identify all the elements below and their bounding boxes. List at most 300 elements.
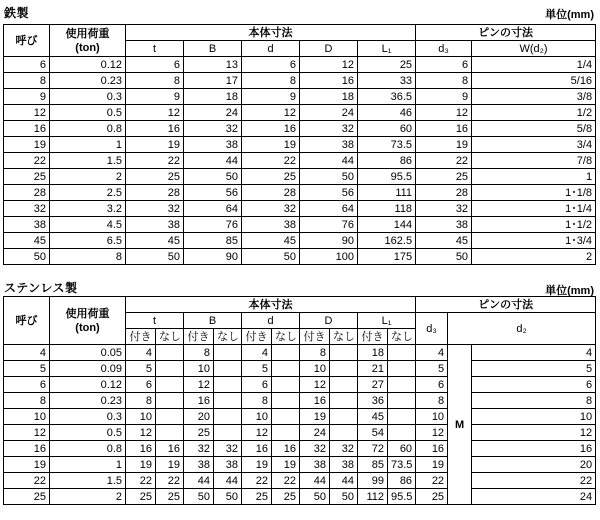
cell-w: 3/4 [472,137,596,153]
cell-l1: 175 [358,249,416,265]
cell-d3: 19 [416,137,472,153]
cell-load: 1 [50,137,126,153]
cell-load: 0.8 [50,441,126,457]
cell-d2: 10 [472,409,596,425]
cell-l1-with: 112 [358,489,388,505]
cell-l1-without [388,393,416,409]
cell-d-without [272,393,300,409]
cell-t-with: 19 [126,457,156,473]
header-with-d: 付き [242,329,272,345]
header-without-t: なし [156,329,184,345]
table-row [4,121,596,137]
cell-D: 38 [300,137,358,153]
cell-yobi: 22 [4,473,50,489]
header-col-D: D [300,41,358,57]
cell-t-without: 19 [156,457,184,473]
table-row [4,393,596,409]
cell-t-without: 25 [156,489,184,505]
cell-load: 0.09 [50,361,126,377]
cell-d-with: 6 [242,377,272,393]
cell-b-without [214,361,242,377]
cell-t-without [156,393,184,409]
cell-l1: 118 [358,201,416,217]
cell-d2: 8 [472,393,596,409]
cell-b-with: 44 [184,473,214,489]
cell-d2: 24 [472,489,596,505]
cell-b-without [214,345,242,361]
cell-d-with: 19 [242,457,272,473]
cell-l1: 60 [358,121,416,137]
cell-D: 90 [300,233,358,249]
cell-d3: 9 [416,89,472,105]
cell-t: 25 [126,169,184,185]
header-without-D: なし [330,329,358,345]
table-row [4,473,596,489]
header-load [50,297,126,345]
cell-load: 1 [50,457,126,473]
cell-D-with: 50 [300,489,330,505]
cell-l1: 46 [358,105,416,121]
cell-l1-with: 85 [358,457,388,473]
cell-D: 12 [300,57,358,73]
cell-b: 85 [184,233,242,249]
cell-b: 13 [184,57,242,73]
cell-d3: 10 [416,409,448,425]
cell-t-with: 8 [126,393,156,409]
cell-yobi: 19 [4,137,50,153]
cell-d: 32 [242,201,300,217]
cell-t-with: 10 [126,409,156,425]
cell-d2: 16 [472,441,596,457]
cell-w: 1/4 [472,57,596,73]
cell-d2: 6 [472,377,596,393]
cell-D-with: 38 [300,457,330,473]
cell-b-with: 8 [184,345,214,361]
cell-d3: 8 [416,73,472,89]
cell-b: 18 [184,89,242,105]
cell-load: 0.23 [50,73,126,89]
cell-b: 17 [184,73,242,89]
cell-l1-without: 60 [388,441,416,457]
cell-d3: 38 [416,217,472,233]
cell-yobi: 8 [4,393,50,409]
cell-d: 50 [242,249,300,265]
iron-spec-table [3,24,596,265]
cell-t-with: 12 [126,425,156,441]
header-pin-dims: ピンの寸法 [416,297,596,313]
cell-d3: 25 [416,489,448,505]
cell-yobi: 22 [4,153,50,169]
cell-t-without [156,425,184,441]
cell-d-with: 22 [242,473,272,489]
cell-yobi: 25 [4,169,50,185]
cell-t-with: 16 [126,441,156,457]
cell-t-with: 22 [126,473,156,489]
cell-l1-without [388,409,416,425]
table-row [4,201,596,217]
cell-b-with: 32 [184,441,214,457]
table-row [4,425,596,441]
cell-yobi: 12 [4,425,50,441]
cell-b: 76 [184,217,242,233]
cell-d3: 6 [416,57,472,73]
cell-l1-without: 73.5 [388,457,416,473]
table-row [4,361,596,377]
cell-load: 0.8 [50,121,126,137]
cell-yobi: 28 [4,185,50,201]
cell-b-without [214,377,242,393]
cell-t-with: 4 [126,345,156,361]
cell-d: 38 [242,217,300,233]
header-group-D: D [300,313,358,329]
table-row [4,441,596,457]
cell-D: 44 [300,153,358,169]
cell-d-without [272,409,300,425]
cell-D: 50 [300,169,358,185]
cell-l1: 33 [358,73,416,89]
cell-d: 22 [242,153,300,169]
cell-d-without [272,361,300,377]
cell-w: 5/16 [472,73,596,89]
cell-D-with: 19 [300,409,330,425]
cell-d3: 12 [416,425,448,441]
cell-w: 1･1/8 [472,185,596,201]
cell-t-with: 5 [126,361,156,377]
cell-yobi: 6 [4,377,50,393]
cell-l1-with: 36 [358,393,388,409]
cell-w: 1･1/2 [472,217,596,233]
header-col-w: W(d₂) [472,41,596,57]
cell-w: 1･3/4 [472,233,596,249]
header-with-b: 付き [184,329,214,345]
cell-load: 1.5 [50,153,126,169]
header-load-unit: (ton) [75,41,100,54]
cell-w: 5/8 [472,121,596,137]
header-load-label: 使用荷重 [65,27,110,40]
header-pin-dims: ピンの寸法 [416,25,596,41]
cell-D-with: 8 [300,345,330,361]
cell-t-without [156,361,184,377]
cell-l1-without [388,425,416,441]
cell-d3: 16 [416,121,472,137]
cell-l1-with: 54 [358,425,388,441]
cell-b-without: 50 [214,489,242,505]
cell-load: 6.5 [50,233,126,249]
table-row [4,233,596,249]
cell-b: 64 [184,201,242,217]
cell-l1-without: 95.5 [388,489,416,505]
cell-t: 45 [126,233,184,249]
cell-d3: 5 [416,361,448,377]
table-row [4,137,596,153]
cell-l1: 86 [358,153,416,169]
table-row [4,217,596,233]
cell-D-without [330,393,358,409]
cell-yobi: 32 [4,201,50,217]
cell-D-with: 32 [300,441,330,457]
cell-l1: 144 [358,217,416,233]
header-col-l1: L₁ [358,41,416,57]
header-load [50,25,126,57]
cell-b-with: 38 [184,457,214,473]
cell-yobi: 25 [4,489,50,505]
cell-t-with: 25 [126,489,156,505]
cell-b-with: 10 [184,361,214,377]
cell-D: 24 [300,105,358,121]
cell-yobi: 16 [4,441,50,457]
table-row [4,457,596,473]
table-row [4,169,596,185]
cell-D-without: 50 [330,489,358,505]
cell-D-with: 44 [300,473,330,489]
cell-b-with: 16 [184,393,214,409]
cell-yobi: 38 [4,217,50,233]
cell-D: 76 [300,217,358,233]
cell-D: 18 [300,89,358,105]
cell-load: 0.5 [50,425,126,441]
cell-d3: 19 [416,457,448,473]
table-row [4,185,596,201]
cell-D-without [330,345,358,361]
table-row [4,409,596,425]
cell-load: 4.5 [50,217,126,233]
cell-d2: 22 [472,473,596,489]
cell-d: 45 [242,233,300,249]
cell-load: 0.3 [50,409,126,425]
cell-D: 32 [300,121,358,137]
cell-d3: 22 [416,153,472,169]
cell-b: 32 [184,121,242,137]
cell-load: 2 [50,489,126,505]
iron-title: 鉄製 [4,6,30,20]
cell-yobi: 10 [4,409,50,425]
cell-w: 3/8 [472,89,596,105]
cell-d: 25 [242,169,300,185]
cell-b: 24 [184,105,242,121]
cell-l1: 111 [358,185,416,201]
cell-l1: 36.5 [358,89,416,105]
header-group-t: t [126,313,184,329]
cell-l1-without [388,361,416,377]
cell-d3: 32 [416,201,472,217]
cell-t-without [156,345,184,361]
cell-t-without [156,377,184,393]
cell-load: 2 [50,169,126,185]
cell-l1: 25 [358,57,416,73]
cell-b-without [214,393,242,409]
cell-m: M [448,345,472,505]
cell-l1-with: 45 [358,409,388,425]
header-load-label: 使用荷重 [65,307,110,320]
cell-d-with: 5 [242,361,272,377]
cell-w: 1 [472,169,596,185]
cell-d3: 8 [416,393,448,409]
cell-load: 1.5 [50,473,126,489]
table-row [4,89,596,105]
cell-d2: 4 [472,345,596,361]
cell-b-with: 20 [184,409,214,425]
cell-yobi: 16 [4,121,50,137]
cell-l1-with: 18 [358,345,388,361]
cell-t: 6 [126,57,184,73]
table-row [4,73,596,89]
cell-d: 19 [242,137,300,153]
cell-d-without: 22 [272,473,300,489]
cell-w: 7/8 [472,153,596,169]
table-row [4,249,596,265]
cell-t: 8 [126,73,184,89]
cell-d3: 6 [416,377,448,393]
cell-load: 0.5 [50,105,126,121]
cell-load: 8 [50,249,126,265]
cell-b-without [214,409,242,425]
cell-b: 50 [184,169,242,185]
cell-d-without: 16 [272,441,300,457]
cell-D-without: 38 [330,457,358,473]
cell-t: 38 [126,217,184,233]
cell-d3: 28 [416,185,472,201]
cell-load: 0.23 [50,393,126,409]
header-load-unit: (ton) [75,321,100,334]
header-col-b: B [184,41,242,57]
cell-t: 22 [126,153,184,169]
cell-yobi: 5 [4,361,50,377]
table-row [4,57,596,73]
cell-t-without: 22 [156,473,184,489]
cell-d: 16 [242,121,300,137]
cell-d2: 12 [472,425,596,441]
table-row [4,105,596,121]
cell-d3: 22 [416,473,448,489]
cell-d-with: 10 [242,409,272,425]
header-yobi: 呼び [4,25,50,57]
cell-yobi: 12 [4,105,50,121]
cell-D: 56 [300,185,358,201]
header-with-l1: 付き [358,329,388,345]
cell-D: 100 [300,249,358,265]
cell-D-with: 16 [300,393,330,409]
cell-D-without: 32 [330,441,358,457]
cell-d: 8 [242,73,300,89]
cell-d3: 4 [416,345,448,361]
cell-d2: 5 [472,361,596,377]
cell-d: 28 [242,185,300,201]
header-col-t: t [126,41,184,57]
cell-b-without: 38 [214,457,242,473]
cell-yobi: 8 [4,73,50,89]
cell-t-without: 16 [156,441,184,457]
cell-b: 90 [184,249,242,265]
cell-w: 1･1/4 [472,201,596,217]
cell-d-without [272,377,300,393]
cell-D-with: 10 [300,361,330,377]
header-yobi: 呼び [4,297,50,345]
cell-D-without [330,425,358,441]
cell-b-with: 25 [184,425,214,441]
header-col-d3: d₃ [416,313,448,345]
cell-d-with: 4 [242,345,272,361]
header-without-b: なし [214,329,242,345]
cell-D: 16 [300,73,358,89]
header-col-d3: d₃ [416,41,472,57]
cell-w: 2 [472,249,596,265]
cell-d3: 45 [416,233,472,249]
cell-d3: 50 [416,249,472,265]
cell-b-without: 44 [214,473,242,489]
header-group-l1: L₁ [358,313,416,329]
cell-t: 16 [126,121,184,137]
cell-t: 28 [126,185,184,201]
cell-D-without [330,377,358,393]
cell-d-with: 25 [242,489,272,505]
cell-b-with: 12 [184,377,214,393]
header-body-dims: 本体寸法 [126,297,416,313]
cell-t-without [156,409,184,425]
cell-d2: 20 [472,457,596,473]
header-with-t: 付き [126,329,156,345]
cell-d: 9 [242,89,300,105]
cell-t: 19 [126,137,184,153]
cell-t: 32 [126,201,184,217]
table-row [4,345,596,361]
header-without-d: なし [272,329,300,345]
cell-d-without: 25 [272,489,300,505]
cell-d-with: 16 [242,441,272,457]
stainless-spec-table [3,296,596,505]
cell-yobi: 6 [4,57,50,73]
cell-D: 64 [300,201,358,217]
table-row [4,377,596,393]
header-body-dims: 本体寸法 [126,25,416,41]
cell-yobi: 4 [4,345,50,361]
stainless-title: ステンレス製 [4,281,78,295]
cell-D-without [330,409,358,425]
cell-l1: 162.5 [358,233,416,249]
cell-yobi: 19 [4,457,50,473]
cell-d: 6 [242,57,300,73]
cell-b-without: 32 [214,441,242,457]
header-col-d: d [242,41,300,57]
cell-w: 1/2 [472,105,596,121]
cell-l1: 95.5 [358,169,416,185]
header-col-d2: d₂ [448,313,596,345]
cell-d-without: 19 [272,457,300,473]
cell-b-without [214,425,242,441]
cell-D-without [330,361,358,377]
cell-D-with: 24 [300,425,330,441]
cell-load: 0.3 [50,89,126,105]
header-without-l1: なし [388,329,416,345]
cell-d-without [272,345,300,361]
cell-t: 12 [126,105,184,121]
cell-d-without [272,425,300,441]
cell-b: 56 [184,185,242,201]
cell-t-with: 6 [126,377,156,393]
cell-t: 9 [126,89,184,105]
cell-yobi: 9 [4,89,50,105]
cell-l1-with: 27 [358,377,388,393]
cell-yobi: 45 [4,233,50,249]
cell-d-with: 12 [242,425,272,441]
cell-b: 38 [184,137,242,153]
stainless-unit: 単位(mm) [545,285,594,297]
cell-d3: 16 [416,441,448,457]
cell-b-with: 50 [184,489,214,505]
cell-l1-without: 86 [388,473,416,489]
cell-d3: 25 [416,169,472,185]
cell-l1-without [388,345,416,361]
header-group-b: B [184,313,242,329]
